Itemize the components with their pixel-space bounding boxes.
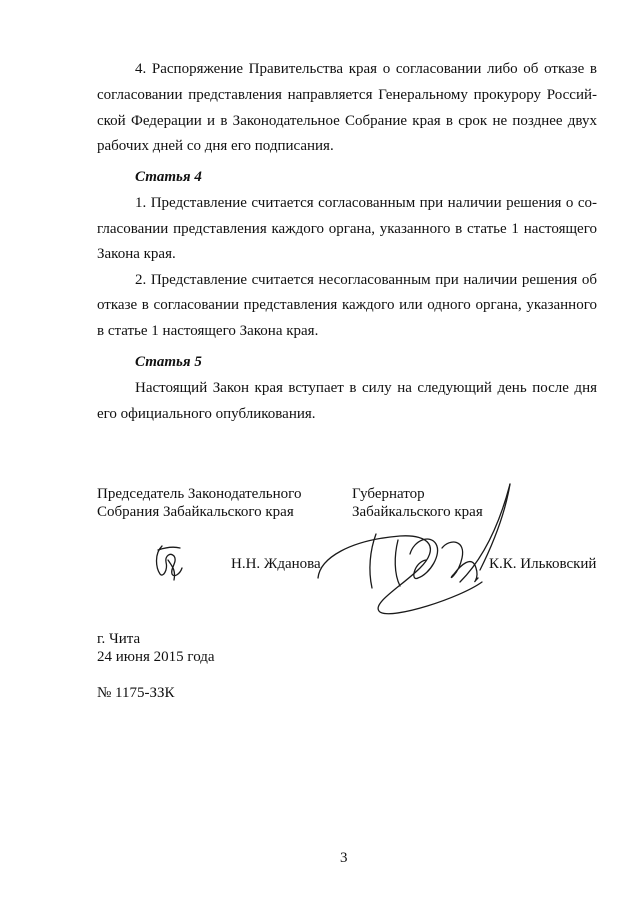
para4-line-2: согласовании представления направляется Генеральному прокурору Россий- [97, 87, 597, 103]
chair-title-line-1: Председатель Законодательного [97, 486, 302, 502]
article4-heading: Статья 4 [135, 169, 202, 185]
page-number: 3 [340, 850, 348, 866]
chair-signature [150, 540, 190, 585]
governor-title-line-1: Губернатор [352, 486, 425, 502]
article4-p2-line-1: 2. Представление считается несогласованным при наличии решения об [135, 272, 597, 288]
article4-p1-line-2: гласовании представления каждого органа, указанного в статье 1 настоящего [97, 221, 597, 237]
para4-line-4: рабочих дней со дня его подписания. [97, 138, 334, 154]
chair-name: Н.Н. Жданова [231, 556, 321, 572]
governor-title-line-2: Забайкальского края [352, 504, 483, 520]
governor-signature [310, 478, 530, 623]
article4-p1-line-1: 1. Представление считается согласованным при наличии решения о со- [135, 195, 597, 211]
law-number: № 1175-ЗЗК [97, 685, 175, 701]
article4-p2-line-2: отказе в согласовании представления каждого или одного органа, указанного [97, 297, 597, 313]
governor-name: К.К. Ильковский [489, 556, 597, 572]
signing-date: 24 июня 2015 года [97, 649, 215, 665]
article5-p1-line-2: его официального опубликования. [97, 406, 316, 422]
article5-heading: Статья 5 [135, 354, 202, 370]
article5-p1-line-1: Настоящий Закон края вступает в силу на следующий день после дня [135, 380, 597, 396]
city: г. Чита [97, 631, 141, 647]
article4-p1-line-3: Закона края. [97, 246, 176, 262]
para4-line-1: 4. Распоряжение Правительства края о согласовании либо об отказе в [135, 61, 597, 77]
article4-p2-line-3: в статье 1 настоящего Закона края. [97, 323, 319, 339]
para4-line-3: ской Федерации и в Законодательное Собрание края в срок не позднее двух [97, 113, 597, 129]
chair-title-line-2: Собрания Забайкальского края [97, 504, 294, 520]
